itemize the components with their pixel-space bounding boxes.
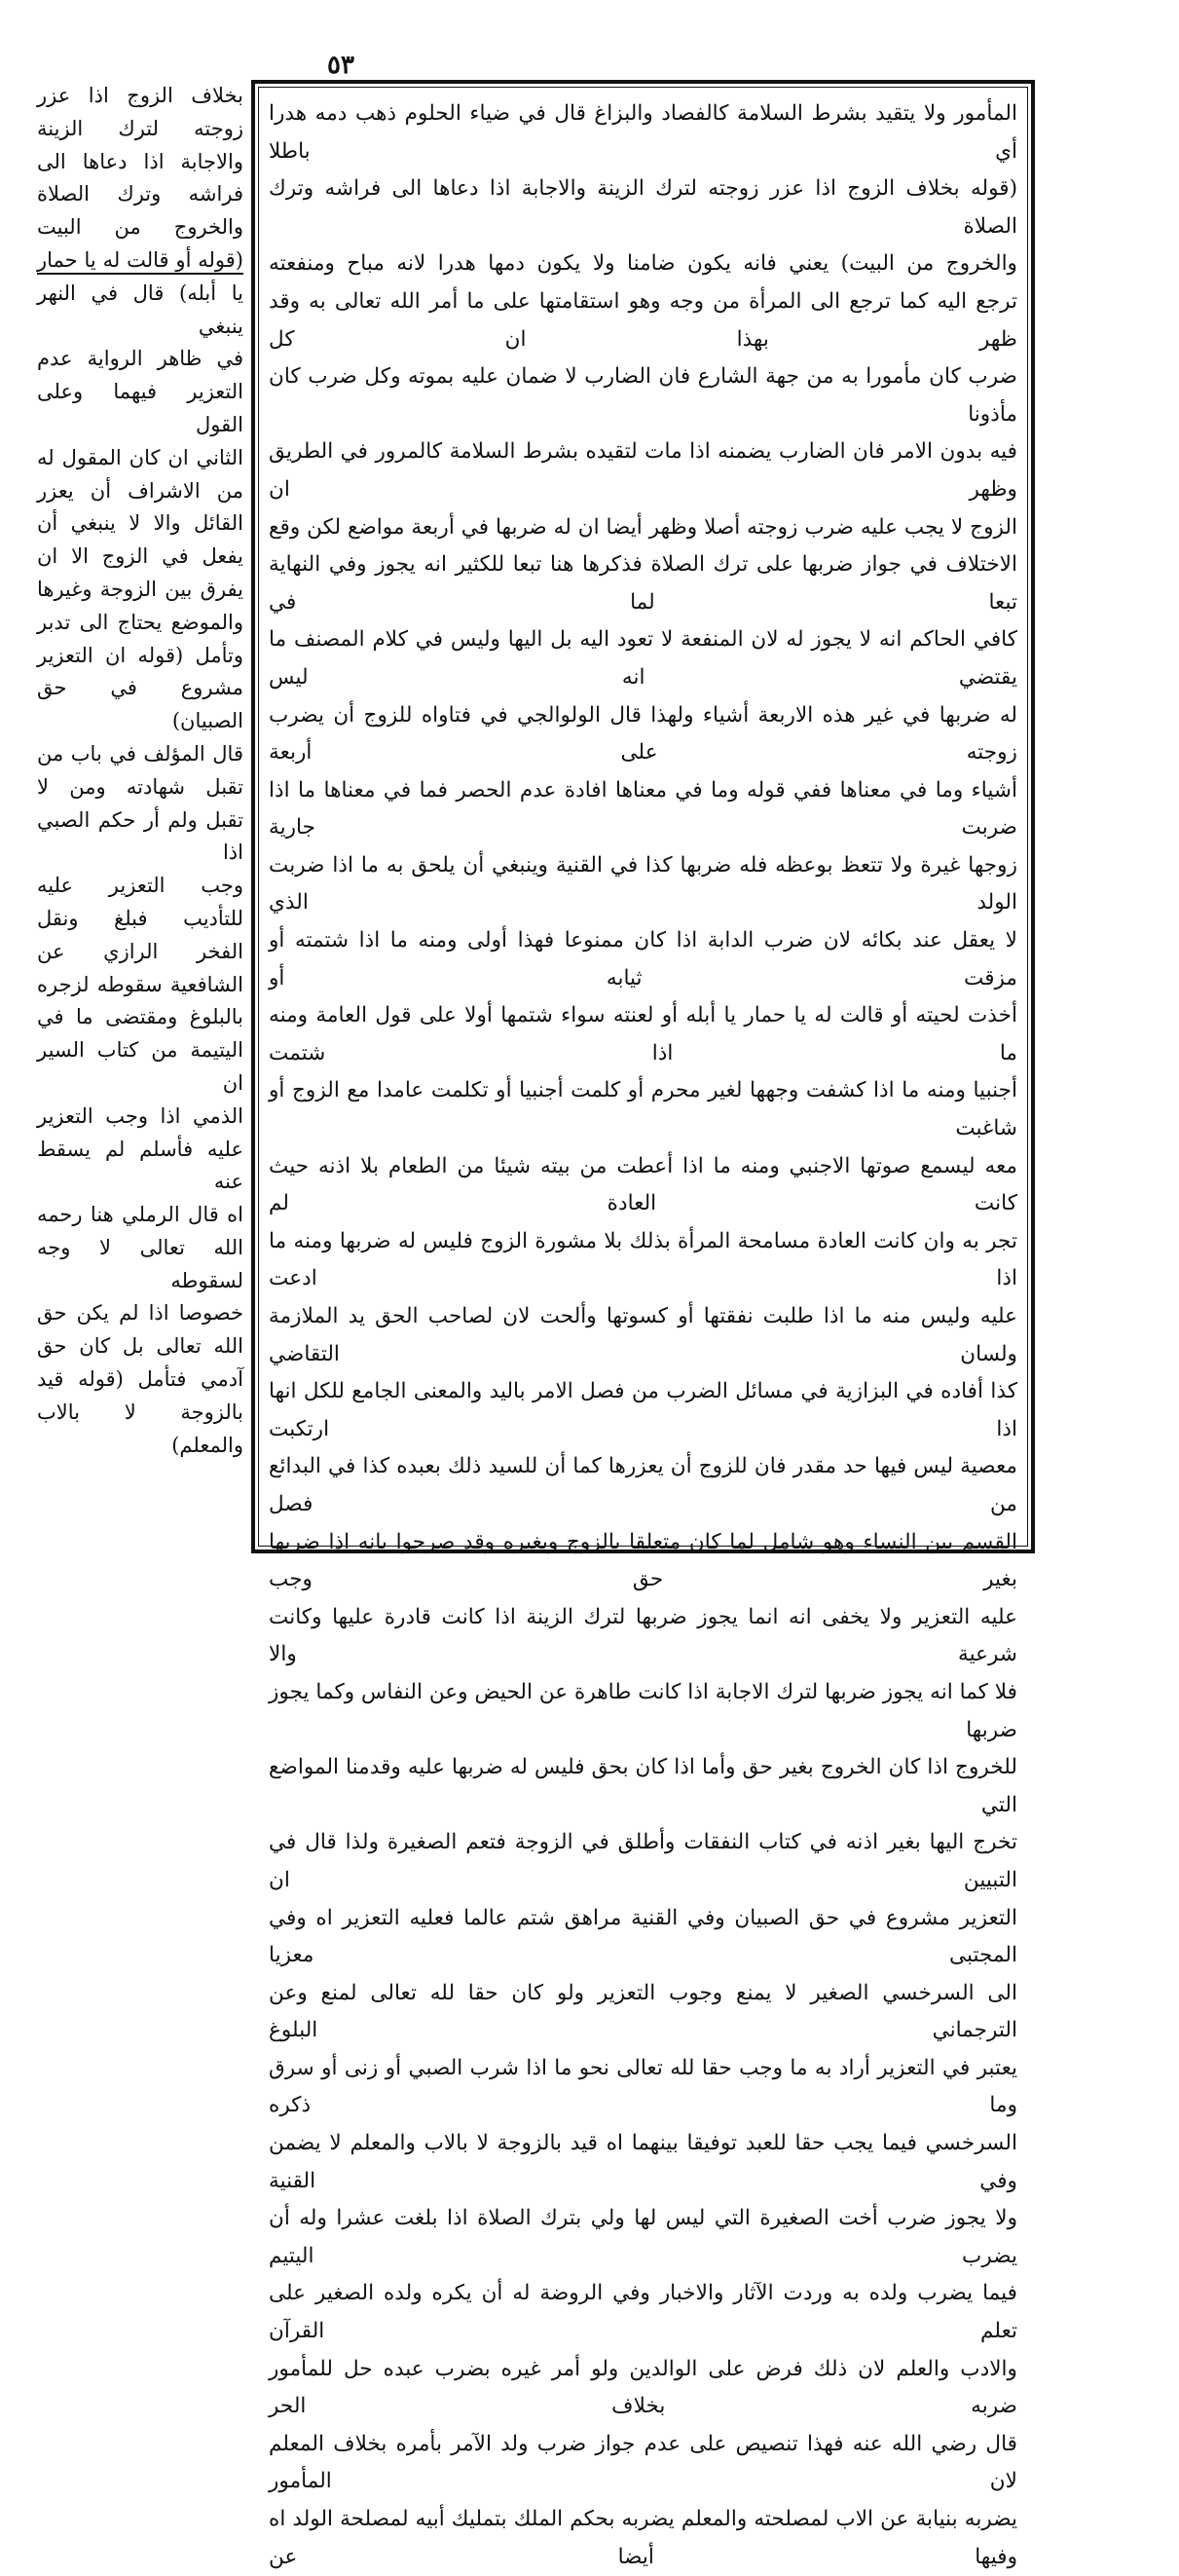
margin-line: بالزوجة لا بالاب والمعلم) — [37, 1400, 243, 1457]
margin-line: اه قال الرملي هنا رحمه — [37, 1203, 243, 1227]
text-line: السرخسي فيما يجب حقا للعبد توفيقا بينهما اه قيد بالزوجة لا بالاب والمعلم لا يضمن وفي القنية — [269, 2131, 1017, 2193]
page-number: ٥٣ — [327, 51, 354, 80]
text-line: له ضربها في غير هذه الاربعة أشياء ولهذا قال الولوالجي في فتاواه للزوج أن يضرب زوجته على أربعة — [269, 702, 1017, 765]
margin-line: عليه فأسلم لم يسقط عنه — [37, 1137, 243, 1194]
text-line: الاختلاف في جواز ضربها على ترك الصلاة فذكرها هنا تبعا للكثير انه يجوز وفي النهاية تبعا لما في — [269, 552, 1017, 615]
text-line: أشياء وما في معناها ففي قوله وما في معناها افادة عدم الحصر فما في معناها ما اذا ضربت جارية — [269, 777, 1017, 840]
margin-line: والموضع يحتاج الى تدبر — [37, 610, 243, 634]
margin-line: بالبلوغ ومقتضى ما في — [37, 1005, 243, 1029]
text-line: فلا كما انه يجوز ضربها لترك الاجابة اذا كانت طاهرة عن الحيض وعن النفاس وكما يجوز ضربها — [269, 1679, 1017, 1742]
text-line: الى السرخسي الصغير لا يمنع وجوب التعزير ولو كان حقا لله تعالى لمنع وعن الترجماني البلوغ — [269, 1980, 1017, 2043]
text-line: تجر به وان كانت العادة مسامحة المرأة بذلك بلا مشورة الزوج فليس له ضربها ومنه ما اذا ادعت — [269, 1228, 1017, 1291]
margin-line: وجب التعزير عليه — [37, 874, 243, 898]
margin-line: الفخر الرازي عن — [37, 939, 243, 963]
margin-line: والخروج من البيت — [37, 215, 243, 240]
text-line: تخرج اليها بغير اذنه في كتاب النفقات وأطلق في الزوجة فتعم الصغيرة ولذا قال في التبيين ان — [269, 1830, 1017, 1892]
margin-line: (قوله أو قالت له يا حمار — [37, 247, 243, 272]
text-line: أجنبيا ومنه ما اذا كشفت وجهها لغير محرم أو كلمت أجنبيا أو تكلمت عامدا مع الزوج أو شاغبت — [269, 1078, 1017, 1141]
margin-line: تقبل شهادته ومن لا — [37, 774, 243, 799]
margin-line: الله تعالى بل كان حق — [37, 1334, 243, 1359]
main-text-frame — [251, 80, 1035, 2569]
margin-line: القائل والا لا ينبغي أن — [37, 511, 243, 536]
margin-line: وتأمل (قوله ان التعزير — [37, 643, 243, 667]
text-line: والخروج من البيت) يعني فانه يكون ضامنا ولا يكون دمها هدرا لانه مباح ومنفعته — [269, 251, 1017, 277]
text-line: ترجع اليه كما ترجع الى المرأة من وجه وهو استقامتها على ما أمر الله تعالى به وقد ظهر بهذا ان كل — [269, 288, 1017, 352]
margin-line: قال المؤلف في باب من — [37, 741, 243, 765]
margin-line: في ظاهر الرواية عدم — [37, 347, 243, 371]
text-line: لا يعقل عند بكائه لان ضرب الدابة اذا كان ممنوعا فهذا أولى ومنه ما اذا شتمته أو مزقت ثيابه أو — [269, 928, 1017, 990]
margin-line: زوجته لترك الزينة — [37, 116, 243, 140]
margin-line: بخلاف الزوج اذا عزر — [37, 84, 243, 107]
margin-line: التعزير فيهما وعلى القول — [37, 380, 243, 436]
text-line: فيه بدون الامر فان الضارب يضمنه اذا مات لتقيده بشرط السلامة كالمرور في الطريق وظهر ان — [269, 439, 1017, 502]
margin-line: مشروع في حق الصبيان) — [37, 676, 243, 733]
text-line: أخذت لحيته أو قالت له يا حمار يا أبله أو لعنته سواء شتمها أولا على قول العامة ومنه ما اذا شتمت — [269, 1003, 1017, 1065]
margin-line: الله تعالى لا وجه لسقوطه — [37, 1235, 243, 1292]
text-line: معه ليسمع صوتها الاجنبي ومنه ما اذا أعطت من بيته شيئا من الطعام بلا اذنه حيث كانت العادة لم — [269, 1153, 1017, 1216]
margin-line: خصوصا اذا لم يكن حق — [37, 1301, 243, 1325]
margin-line: تقبل ولم أر حكم الصبي اذا — [37, 807, 243, 865]
text-line: (قوله بخلاف الزوج اذا عزر زوجته لترك الزينة والاجابة اذا دعاها الى فراشه وترك الصلاة — [269, 176, 1017, 239]
text-line: المأمور ولا يتقيد بشرط السلامة كالفصاد والبزاغ قال في ضياء الحلوم ذهب دمه هدرا أي باطلا — [269, 101, 1017, 164]
margin-line: الشافعية سقوطه لزجره — [37, 972, 243, 996]
text-line: عليه وليس منه ما اذا طلبت نفقتها أو كسوتها وألحت لان لصاحب الحق يد الملازمة ولسان التقاضي — [269, 1304, 1017, 1366]
text-line: للخروج اذا كان الخروج بغير حق وأما اذا كان بحق فليس له ضربها عليه وقدمنا المواضع التي — [269, 1755, 1017, 1817]
margin-line: من الاشراف أن يعزر — [37, 478, 243, 503]
text-line: كافي الحاكم انه لا يجوز له لان المنفعة لا تعود اليه بل اليها وليس في كلام المصنف ما يقتضي انه ليس — [269, 627, 1017, 690]
text-line: قال رضي الله عنه فهذا تنصيص على عدم جواز ضرب ولد الآمر بأمره بخلاف المعلم لان المأمور — [269, 2431, 1017, 2494]
main-text-body — [269, 95, 1017, 2569]
text-line: زوجها غيرة ولا تتعظ بوعظه فله ضربها كذا في القنية وينبغي أن يلحق به ما اذا ضربت الولد الذي — [269, 852, 1017, 915]
margin-line: الثاني ان كان المقول له — [37, 445, 243, 469]
margin-line: للتأديب فبلغ ونقل — [37, 906, 243, 930]
text-line: يضربه بنيابة عن الاب لمصلحته والمعلم يضربه بحكم الملك بتمليك أبيه لمصلحة الولد اه وفيها أيضا عن — [269, 2507, 1017, 2569]
margin-line: فراشه وترك الصلاة — [37, 182, 243, 206]
margin-line: الذمي اذا وجب التعزير — [37, 1103, 243, 1128]
text-line: والادب والعلم لان ذلك فرض على الوالدين ولو أمر غيره بضرب عبده حل للمأمور ضربه بخلاف الحر — [269, 2356, 1017, 2419]
text-line: القسم بين النساء وهو شامل لما كان متعلقا بالزوج وبغيره وقد صرحوا بانه اذا ضربها بغير حق وجب — [269, 1529, 1017, 1592]
text-line: عليه التعزير ولا يخفى انه انما يجوز ضربها لترك الزينة اذا كانت قادرة عليها وكانت شرعية والا — [269, 1604, 1017, 1667]
text-line: ولا يجوز ضرب أخت الصغيرة التي ليس لها ولي بترك الصلاة اذا بلغت عشرا وله أن يضرب اليتيم — [269, 2206, 1017, 2268]
margin-line: يفعل في الزوج الا ان — [37, 544, 243, 569]
margin-commentary — [37, 80, 243, 1560]
margin-line: يا أبله) قال في النهر ينبغي — [37, 280, 243, 338]
text-line: فيما يضرب ولده به وردت الآثار والاخبار وفي الروضة له أن يكره ولده الصغير على تعلم القرآن — [269, 2281, 1017, 2344]
margin-line: والاجابة اذا دعاها الى — [37, 149, 243, 173]
text-line: ضرب كان مأمورا به من جهة الشارع فان الضارب لا ضمان عليه بموته وكل ضرب كان مأذونا — [269, 364, 1017, 427]
text-line: يعتبر في التعزير أراد به ما وجب حقا لله تعالى نحو ما اذا شرب الصبي أو زنى أو سرق وما ذكره — [269, 2055, 1017, 2118]
text-line: كذا أفاده في البزازية في مسائل الضرب من فصل الامر باليد والمعنى الجامع للكل انها اذا ارتكبت — [269, 1379, 1017, 1441]
text-line: التعزير مشروع في حق الصبيان وفي القنية مراهق شتم عالما فعليه التعزير اه وفي المجتبى معزيا — [269, 1905, 1017, 1968]
margin-line: اليتيمة من كتاب السير ان — [37, 1038, 243, 1095]
text-line: معصية ليس فيها حد مقدر فان للزوج أن يعزرها كما أن للسيد ذلك بعبده كذا في البدائع من فصل — [269, 1454, 1017, 1516]
margin-line: يفرق بين الزوجة وغيرها — [37, 577, 243, 601]
margin-line: آدمي فتأمل (قوله قيد — [37, 1367, 243, 1392]
margin-divider — [37, 273, 243, 275]
text-line: الزوج لا يجب عليه ضرب زوجته أصلا وظهر أيضا ان له ضربها في أربعة مواضع لكن وقع — [269, 514, 1017, 540]
